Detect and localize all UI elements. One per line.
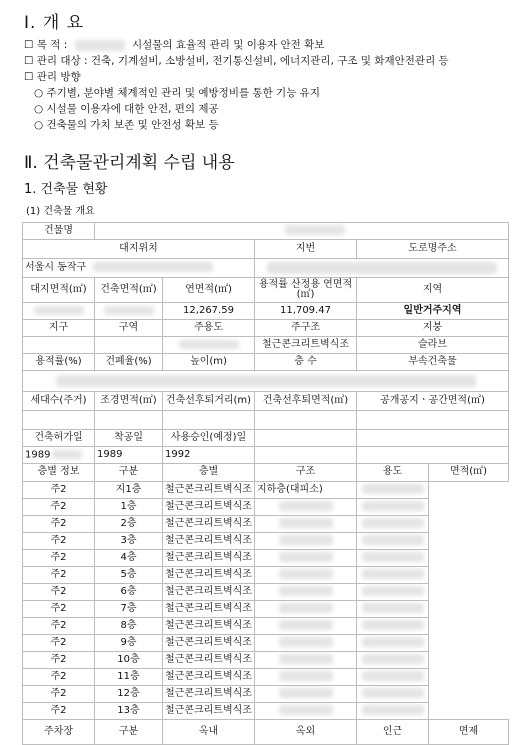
floor-row	[23, 703, 509, 720]
location-label: 대지위치	[23, 240, 255, 259]
floor-type: 주2	[23, 499, 95, 516]
lot-road-value	[255, 259, 509, 278]
building-name-label: 건물명	[23, 223, 95, 240]
height-label: 높이(m)	[163, 354, 255, 371]
subsection-subtitle: (1) 건축물 개요	[26, 206, 95, 217]
main-use-label: 주용도	[163, 320, 255, 337]
floor-header: 용도	[357, 464, 429, 482]
roof-label: 지붕	[357, 320, 509, 337]
floor-type: 주2	[23, 652, 95, 669]
redacted-block	[362, 603, 424, 613]
redacted-block	[279, 637, 333, 647]
floor-use	[255, 618, 357, 635]
redacted-block	[362, 501, 424, 511]
redacted-block	[104, 306, 154, 315]
floor-area	[357, 703, 429, 720]
setback-area-label: 건축선후퇴면적(㎡)	[255, 392, 357, 411]
floor-row	[23, 686, 509, 703]
lot-label: 지번	[255, 240, 357, 259]
parking-header: 옥외	[255, 720, 357, 745]
floor-structure: 철근콘크리트벽식조	[163, 703, 255, 720]
floor-use	[255, 686, 357, 703]
redacted-block	[279, 569, 333, 579]
redacted-block	[362, 535, 424, 545]
table-row	[23, 392, 509, 411]
floor-type: 주2	[23, 618, 95, 635]
floor-level: 11층	[95, 669, 163, 686]
floor-level: 7층	[95, 601, 163, 618]
redacted-block	[267, 262, 497, 274]
floor-structure: 철근콘크리트벽식조	[163, 550, 255, 567]
floor-area	[357, 601, 429, 618]
building-area-value	[95, 303, 163, 320]
location-text: 서울시 동작구	[25, 262, 87, 274]
floor-row	[23, 516, 509, 533]
redacted-block	[179, 340, 239, 349]
redacted-block	[279, 705, 333, 715]
floor-level: 2층	[95, 516, 163, 533]
floor-area	[357, 584, 429, 601]
floor-use	[255, 516, 357, 533]
floor-level: 12층	[95, 686, 163, 703]
redacted-block	[279, 535, 333, 545]
parking-row	[23, 720, 509, 745]
floor-area	[357, 482, 429, 499]
floor-row	[23, 601, 509, 618]
redacted-block	[34, 306, 84, 315]
floor-level: 1층	[95, 499, 163, 516]
floor-header-row	[23, 464, 509, 482]
location-value	[23, 259, 255, 278]
floor-level: 3층	[95, 533, 163, 550]
redacted-block	[362, 518, 424, 528]
floor-row	[23, 618, 509, 635]
road-address-label: 도로명주소	[357, 240, 509, 259]
far-label: 용적률(%)	[23, 354, 95, 371]
redacted-block	[279, 688, 333, 698]
floor-structure: 철근콘크리트벽식조	[163, 499, 255, 516]
table-row	[23, 411, 509, 430]
floor-use	[255, 601, 357, 618]
floor-structure: 철근콘크리트벽식조	[163, 533, 255, 550]
floor-type: 주2	[23, 669, 95, 686]
floor-level: 4층	[95, 550, 163, 567]
roof-value: 슬라브	[357, 337, 509, 354]
redacted-block	[279, 620, 333, 630]
site-area-label: 대지면적(㎡)	[23, 278, 95, 303]
floor-type: 주2	[23, 550, 95, 567]
bcr-label: 건폐율(%)	[95, 354, 163, 371]
floor-use	[255, 584, 357, 601]
floor-level: 9층	[95, 635, 163, 652]
floor-use	[255, 550, 357, 567]
floor-row	[23, 482, 509, 499]
floor-use	[255, 669, 357, 686]
table-row	[23, 278, 509, 303]
table-row	[23, 371, 509, 392]
redacted-block	[285, 225, 345, 235]
table-row	[23, 223, 509, 240]
floor-area	[357, 652, 429, 669]
total-floor-area-label: 연면적(㎡)	[163, 278, 255, 303]
floor-type: 주2	[23, 567, 95, 584]
direction-item: ○ 건축물의 가치 보존 및 안전성 확보 등	[34, 119, 219, 131]
floor-structure: 철근콘크리트벽식조	[163, 669, 255, 686]
main-use-value	[163, 337, 255, 354]
floor-structure: 철근콘크리트벽식조	[163, 686, 255, 703]
floor-area	[357, 669, 429, 686]
floor-area	[357, 550, 429, 567]
floor-use	[255, 499, 357, 516]
start-date-label: 착공일	[95, 430, 163, 447]
floor-type: 주2	[23, 516, 95, 533]
building-name-value	[95, 223, 509, 240]
area-label: 구역	[95, 320, 163, 337]
floor-structure: 철근콘크리트벽식조	[163, 618, 255, 635]
approval-date-label: 사용승인(예정)일	[163, 430, 255, 447]
floor-area	[357, 567, 429, 584]
redacted-block	[56, 375, 476, 387]
floor-row	[23, 584, 509, 601]
parking-label: 주차장	[23, 720, 95, 745]
ratio-values	[23, 371, 509, 392]
purpose-text: 시설물의 효율적 관리 및 이용자 안전 확보	[131, 39, 325, 51]
redacted-block	[93, 262, 213, 272]
table-row	[23, 259, 509, 278]
floor-type: 주2	[23, 482, 95, 499]
zone-value: 일반거주지역	[357, 303, 509, 320]
floor-type: 주2	[23, 686, 95, 703]
floor-area	[357, 618, 429, 635]
redacted-block	[279, 603, 333, 613]
floor-header: 구분	[95, 464, 163, 482]
redacted-block	[362, 484, 424, 494]
site-area-value	[23, 303, 95, 320]
table-row	[23, 240, 509, 259]
floor-type: 주2	[23, 703, 95, 720]
district-value	[23, 337, 95, 354]
floor-header: 층별	[163, 464, 255, 482]
floor-level: 6층	[95, 584, 163, 601]
redacted-block	[75, 40, 125, 51]
building-overview-table	[22, 222, 509, 745]
redacted-block	[362, 569, 424, 579]
parking-header: 면제	[429, 720, 509, 745]
floor-use: 지하층(대피소)	[255, 482, 357, 499]
open-space-label: 공개공지ㆍ공간면적(㎡)	[357, 392, 509, 411]
redacted-block	[279, 586, 333, 596]
floor-structure: 철근콘크리트벽식조	[163, 601, 255, 618]
redacted-block	[362, 705, 424, 715]
floor-area	[357, 533, 429, 550]
floor-level: 지1층	[95, 482, 163, 499]
households-label: 세대수(주거)	[23, 392, 95, 411]
floor-structure: 철근콘크리트벽식조	[163, 567, 255, 584]
purpose-label: ☐ 목 적 :	[24, 39, 68, 51]
parking-header: 옥내	[163, 720, 255, 745]
parking-header: 구분	[95, 720, 163, 745]
floor-row	[23, 652, 509, 669]
landscape-label: 조경면적(㎡)	[95, 392, 163, 411]
floor-area	[357, 499, 429, 516]
redacted-block	[52, 450, 82, 459]
redacted-block	[362, 637, 424, 647]
redacted-block	[362, 552, 424, 562]
setback-dist-label: 건축선후퇴거리(m)	[163, 392, 255, 411]
floors-label: 층 수	[255, 354, 357, 371]
floor-area	[357, 635, 429, 652]
floor-structure: 철근콘크리트벽식조	[163, 652, 255, 669]
floor-type: 주2	[23, 601, 95, 618]
redacted-block	[279, 518, 333, 528]
floor-use	[255, 635, 357, 652]
floor-use	[255, 567, 357, 584]
floor-row	[23, 550, 509, 567]
annex-label: 부속건축물	[357, 354, 509, 371]
direction-item: ○ 주기별, 분야별 체계적인 관리 및 예방정비를 통한 기능 유지	[34, 87, 320, 99]
redacted-block	[279, 552, 333, 562]
floor-header: 구조	[255, 464, 357, 482]
area-value	[95, 337, 163, 354]
table-row	[23, 447, 509, 464]
table-row	[23, 303, 509, 320]
floor-level: 13층	[95, 703, 163, 720]
floor-type: 주2	[23, 584, 95, 601]
floor-row	[23, 669, 509, 686]
redacted-block	[362, 620, 424, 630]
purpose-line	[24, 37, 324, 52]
table-row	[23, 337, 509, 354]
floor-row	[23, 499, 509, 516]
start-date-value: 1989	[95, 447, 163, 464]
floor-row	[23, 533, 509, 550]
section-2-title: Ⅱ. 건축물관리계획 수립 내용	[24, 153, 235, 173]
permit-date-label: 건축허가일	[23, 430, 95, 447]
floor-area	[357, 516, 429, 533]
floor-use	[255, 533, 357, 550]
floor-row	[23, 635, 509, 652]
floor-type: 주2	[23, 635, 95, 652]
redacted-block	[362, 654, 424, 664]
section-1-title: Ⅰ. 개 요	[24, 13, 85, 33]
floor-structure: 철근콘크리트벽식조	[163, 635, 255, 652]
approval-date-value: 1992	[163, 447, 255, 464]
far-area-value: 11,709.47	[255, 303, 357, 320]
subsection-title: 1. 건축물 현황	[24, 182, 108, 197]
scope-line: ☐ 관리 대상 : 건축, 기계설비, 소방설비, 전기통신설비, 에너지관리, 구조 및 화재안전관리 등	[24, 55, 449, 67]
floor-rows	[23, 482, 509, 720]
table-row	[23, 354, 509, 371]
parking-header: 인근	[357, 720, 429, 745]
floor-level: 10층	[95, 652, 163, 669]
redacted-block	[279, 654, 333, 664]
building-area-label: 건축면적(㎡)	[95, 278, 163, 303]
floor-structure: 철근콘크리트벽식조	[163, 584, 255, 601]
redacted-block	[362, 688, 424, 698]
floor-level: 5층	[95, 567, 163, 584]
floor-use	[255, 703, 357, 720]
permit-date-value: 1989	[23, 447, 95, 464]
floor-type: 주2	[23, 533, 95, 550]
direction-item: ○ 시설물 이용자에 대한 안전, 편의 제공	[34, 103, 219, 115]
floor-area	[357, 686, 429, 703]
floor-header: 면적(㎡)	[429, 464, 509, 482]
floor-level: 8층	[95, 618, 163, 635]
main-structure-value: 철근콘크리트벽식조	[255, 337, 357, 354]
main-structure-label: 주구조	[255, 320, 357, 337]
redacted-block	[279, 671, 333, 681]
zone-label: 지역	[357, 278, 509, 303]
table-row	[23, 320, 509, 337]
floor-row	[23, 567, 509, 584]
far-area-label: 용적률 산정용 연면적(㎡)	[255, 278, 357, 303]
direction-label: ☐ 관리 방향	[24, 71, 81, 83]
district-label: 지구	[23, 320, 95, 337]
redacted-block	[362, 586, 424, 596]
redacted-block	[279, 501, 333, 511]
floor-structure: 철근콘크리트벽식조	[163, 482, 255, 499]
redacted-block	[362, 671, 424, 681]
floor-info-label: 층별 정보	[23, 464, 95, 482]
floor-use	[255, 652, 357, 669]
total-floor-area-value: 12,267.59	[163, 303, 255, 320]
floor-structure: 철근콘크리트벽식조	[163, 516, 255, 533]
table-row	[23, 430, 509, 447]
